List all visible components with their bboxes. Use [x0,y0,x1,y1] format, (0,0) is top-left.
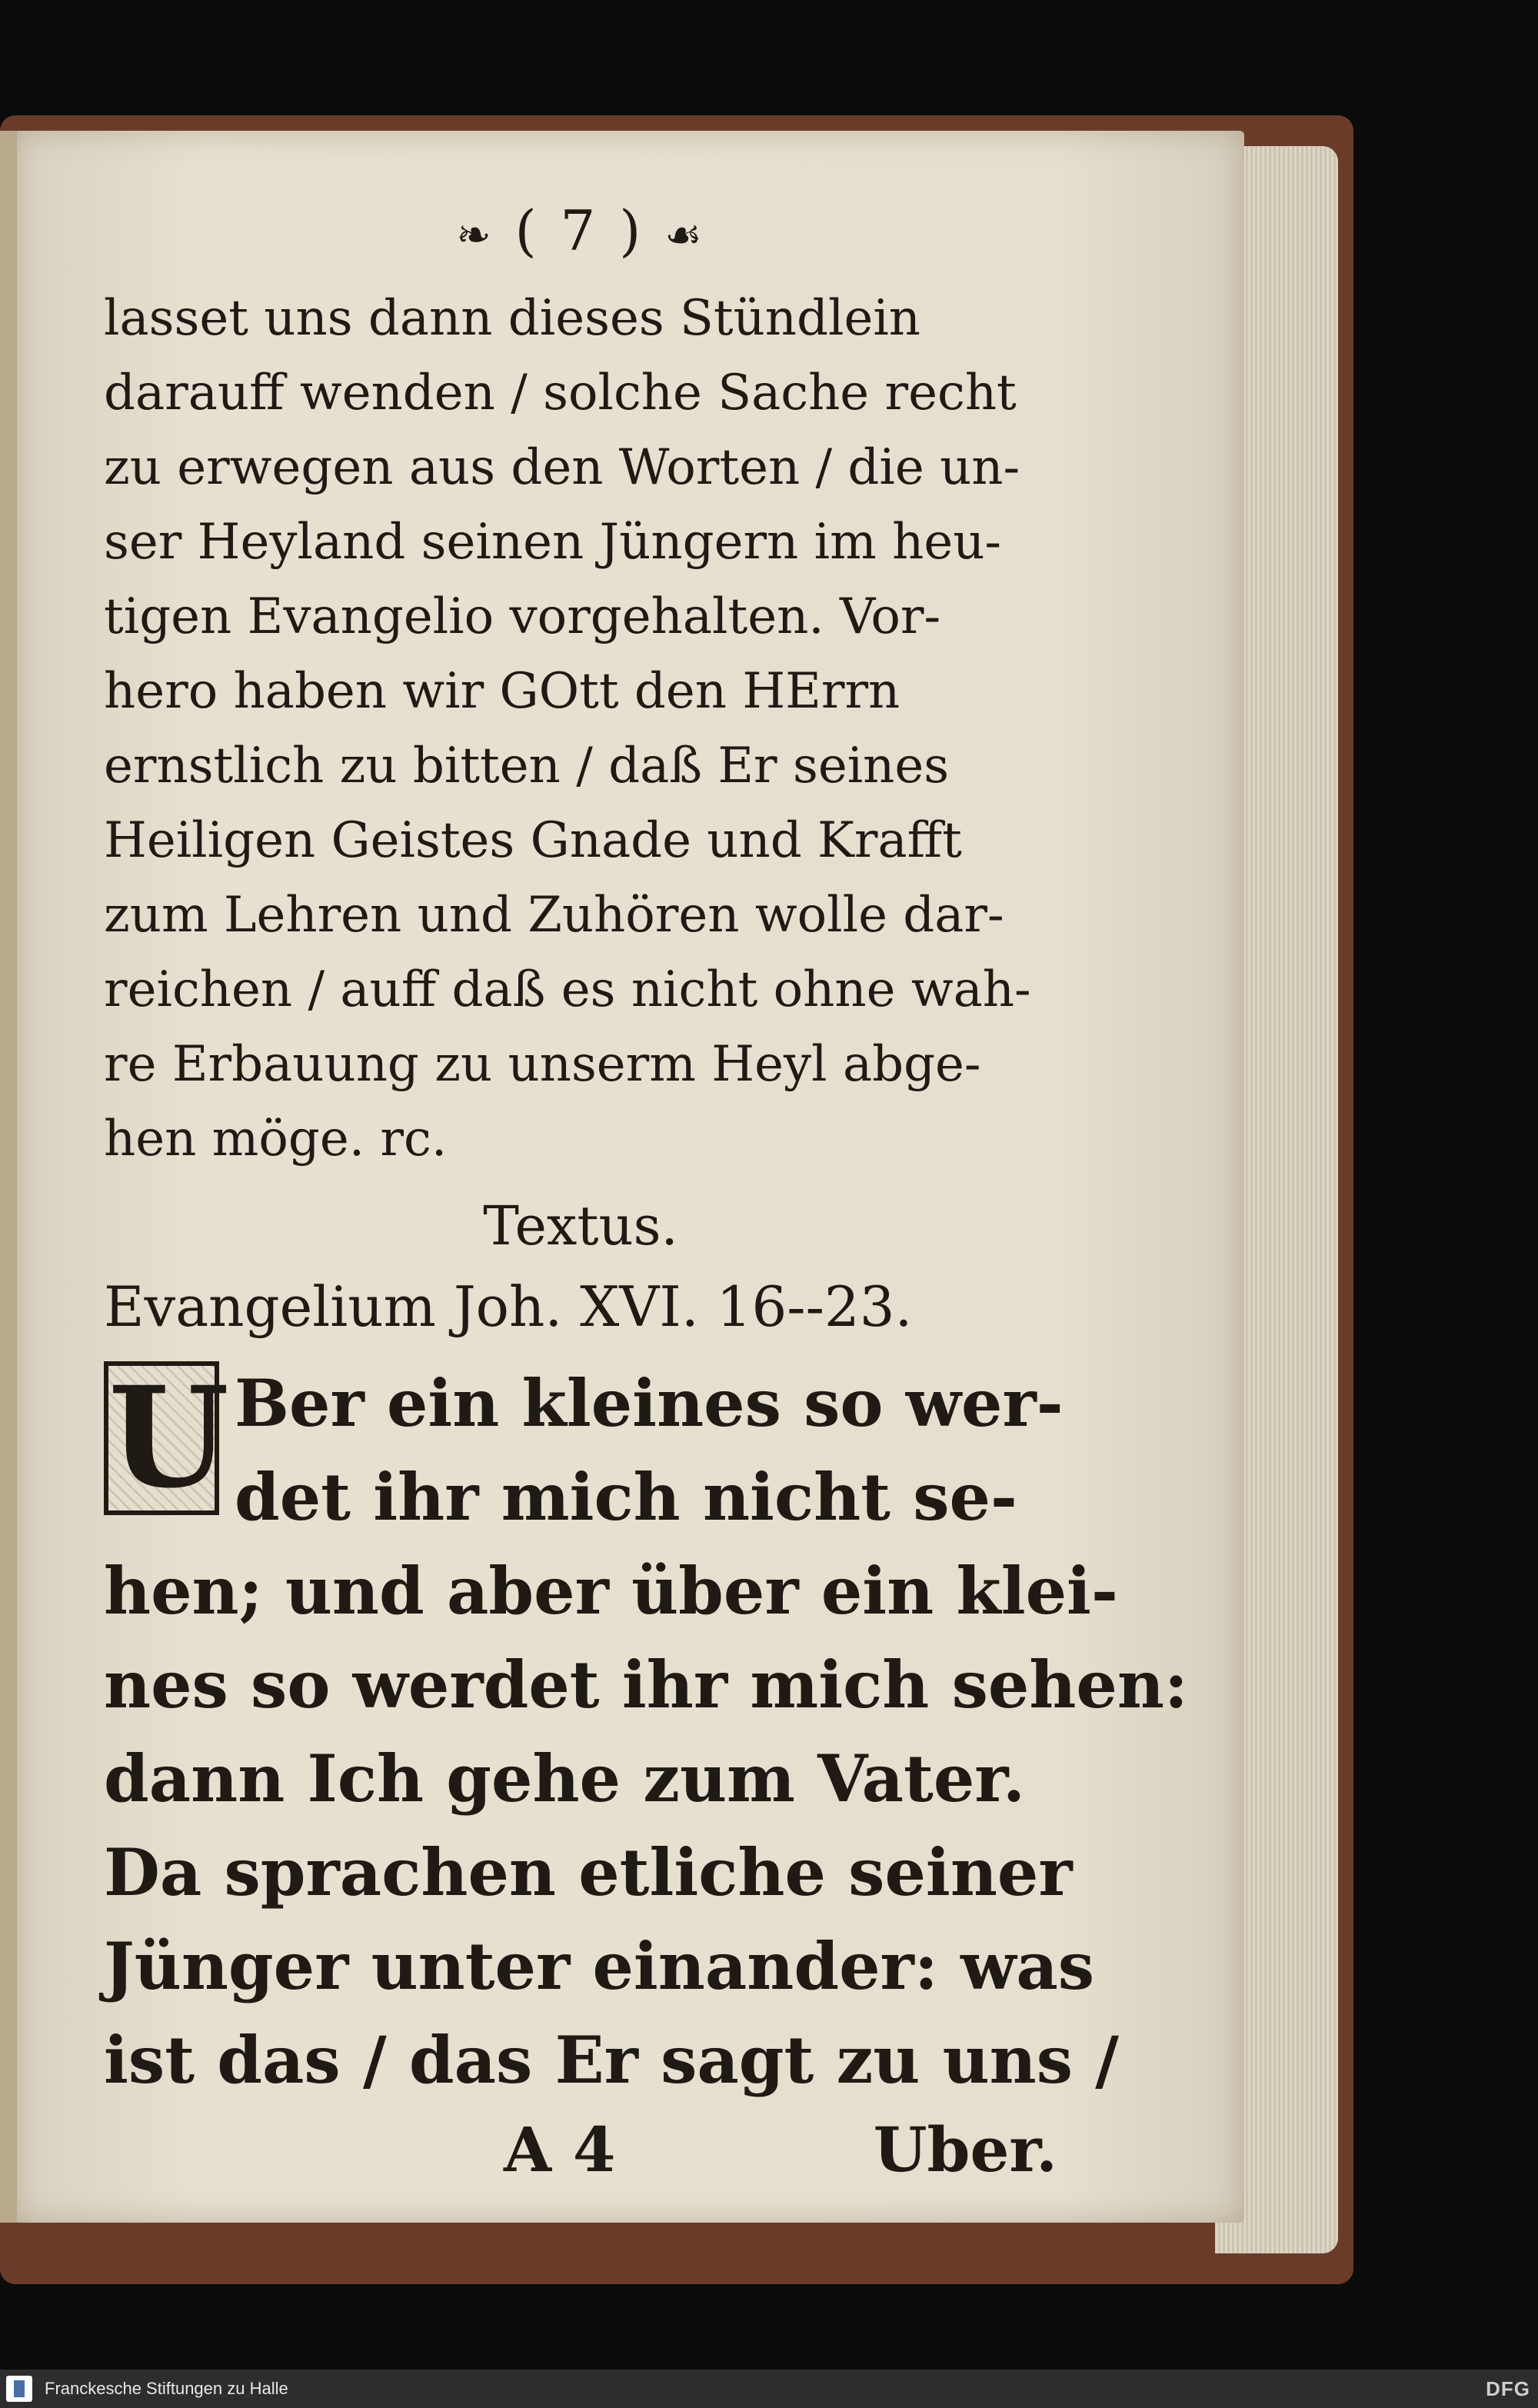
body-line: ernstlich zu bitten / daß Er seines [104,738,950,794]
page-header [104,185,1057,281]
page-gutter [0,131,17,2223]
body-line: zum Lehren und Zuhören wolle dar- [104,887,1004,944]
verse-block [104,1357,1188,2107]
body-line: re Erbauung zu unserm Heyl abge- [104,1036,981,1093]
gospel-reference: Evangelium Joh. XVI. 16--23. [104,1274,913,1339]
ornament-right-icon: ☙ [664,211,705,259]
body-line: hero haben wir GOtt den HErrn [104,663,900,720]
body-line: hen möge. rc. [104,1111,448,1167]
decorated-initial: U [104,1361,219,1515]
page-number: ( 7 ) [514,198,644,263]
viewer-footer [0,2370,1538,2408]
body-line: zu erwegen aus den Worten / die un- [104,439,1020,496]
dfg-logo[interactable]: DFG [1486,2377,1530,2400]
verse-line: dann Ich gehe zum Vater. [104,1740,1026,1817]
verse-line: ist das / das Er sagt zu uns / [104,2022,1119,2098]
catchword: Uber. [873,2113,1057,2186]
verse-line: nes so werdet ihr mich sehen: [104,1647,1188,1723]
institution-logo-icon[interactable] [6,2376,32,2402]
body-paragraph [104,281,1057,1177]
body-line: ser Heyland seinen Jüngern im heu- [104,514,1002,571]
verse-line: Da sprachen etliche seiner [104,1834,1073,1910]
verse-line: hen; und aber über ein klei- [104,1553,1118,1629]
body-line: tigen Evangelio vorgehalten. Vor- [104,588,941,645]
body-line: reichen / auff daß es nicht ohne wah- [104,961,1031,1018]
body-line: lasset uns dann dieses Stündlein [104,290,920,347]
body-line: darauff wenden / solche Sache recht [104,365,1017,421]
page-text [104,185,1188,2192]
institution-name[interactable]: Franckesche Stiftungen zu Halle [45,2379,288,2398]
page-footer-row [104,2107,1057,2192]
verse-line: Jünger unter einander: was [104,1928,1095,2004]
ornament-left-icon: ❧ [456,211,494,259]
textus-heading: Textus. [483,1194,678,1257]
verse-line: det ihr mich nicht se- [235,1459,1017,1535]
body-line: Heiligen Geistes Gnade und Krafft [104,812,962,869]
verse-line: Ber ein kleines so wer- [235,1365,1064,1441]
signature-mark: A 4 [504,2113,616,2186]
